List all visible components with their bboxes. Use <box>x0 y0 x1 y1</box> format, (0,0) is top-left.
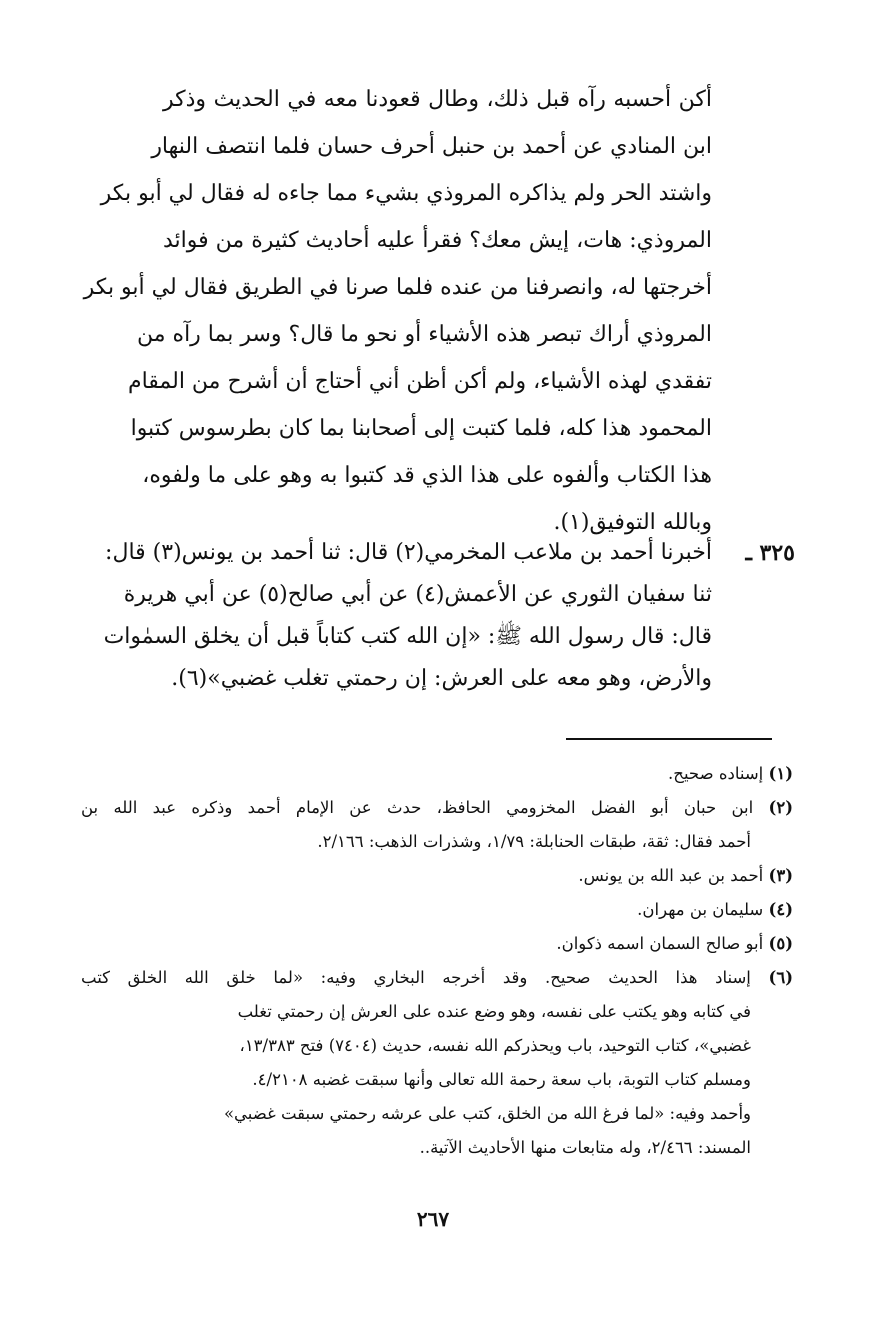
hadith-line: ثنا سفيان الثوري عن الأعمش(٤) عن أبي صالح(٥) عن أبي هريرة <box>123 582 712 607</box>
main-text-line: أخرجتها له، وانصرفنا من عنده فلما صرنا في الطريق فقال لي أبو بكر <box>83 275 712 300</box>
hadith-line: قال: قال رسول الله ﷺ: «إن الله كتب كتاباً قبل أن يخلق السمٰوات <box>103 624 712 649</box>
footnote-text: إسناده صحيح. <box>668 764 764 783</box>
footnote-number: (٢) <box>768 798 793 817</box>
footnote-separator <box>566 738 772 740</box>
footnote-text: إسناد هذا الحديث صحيح. وقد أخرجه البخاري وفيه: «لما خلق الله الخلق كتب <box>81 968 751 987</box>
footnote-number: (١) <box>768 764 793 783</box>
footnote-number: (٤) <box>768 900 793 919</box>
main-text-line: واشتد الحر ولم يذاكره المروذي بشيء مما جاءه له فقال لي أبو بكر <box>100 181 712 206</box>
main-text-line: ابن المنادي عن أحمد بن حنبل أحرف حسان فلما انتصف النهار <box>151 134 712 159</box>
footnote-number: (٥) <box>768 934 793 953</box>
footnote-line: وأحمد وفيه: «لما فرغ الله من الخلق، كتب على عرشه رحمتي سبقت غضبي» <box>223 1104 751 1123</box>
footnote-line: ومسلم كتاب التوبة، باب سعة رحمة الله تعالى وأنها سبقت غضبه ٤/٢١٠٨. <box>252 1070 751 1089</box>
footnote-line <box>81 859 793 893</box>
footnote-text: أحمد بن عبد الله بن يونس. <box>578 866 764 885</box>
footnote-text: ابن حبان أبو الفضل المخزومي الحافظ، حدث عن الإمام أحمد وذكره عبد الله بن <box>81 798 754 817</box>
footnote-line <box>81 961 793 995</box>
main-text-line: المروذي أراك تبصر هذه الأشياء أو نحو ما قال؟ وسر بما رآه من <box>137 322 712 347</box>
main-text-line: تفقدي لهذه الأشياء، ولم أكن أظن أني أحتاج أن أشرح من المقام <box>127 369 712 394</box>
main-text-line: أكن أحسبه رآه قبل ذلك، وطال قعودنا معه في الحديث وذكر <box>163 87 712 112</box>
footnote-line: أحمد فقال: ثقة، طبقات الحنابلة: ١/٧٩، وشذرات الذهب: ٢/١٦٦. <box>317 832 751 851</box>
hadith-text-block <box>103 532 712 700</box>
footnotes-block <box>81 757 793 1165</box>
footnote-line: في كتابه وهو يكتب على نفسه، وهو وضع عنده على العرش إن رحمتي تغلب <box>237 1002 751 1021</box>
main-text-line: المحمود هذا كله، فلما كتبت إلى أصحابنا بما كان بطرسوس كتبوا <box>130 416 712 441</box>
main-text-line: المروذي: هات، إيش معك؟ فقرأ عليه أحاديث كثيرة من فوائد <box>163 228 713 253</box>
hadith-line: والأرض، وهو معه على العرش: إن رحمتي تغلب غضبي»(٦). <box>171 666 712 691</box>
footnote-line <box>81 791 793 825</box>
footnote-text: أبو صالح السمان اسمه ذكوان. <box>556 934 764 953</box>
footnote-line <box>81 757 793 791</box>
main-text-line: وبالله التوفيق(١). <box>553 510 712 535</box>
footnote-number: (٣) <box>768 866 793 885</box>
main-text-block <box>83 76 713 546</box>
footnote-line <box>81 927 793 961</box>
main-text-line: هذا الكتاب وألفوه على هذا الذي قد كتبوا به وهو على ما ولفوه، <box>142 463 712 488</box>
hadith-line: أخبرنا أحمد بن ملاعب المخرمي(٢) قال: ثنا أحمد بن يونس(٣) قال: <box>105 540 712 565</box>
footnote-text: سليمان بن مهران. <box>637 900 764 919</box>
page-number: ٢٦٧ <box>416 1207 450 1231</box>
footnote-line: المسند: ٢/٤٦٦، وله متابعات منها الأحاديث الآتية.. <box>419 1138 751 1157</box>
hadith-number: ٣٢٥ ـ <box>745 540 795 566</box>
footnote-line: غضبي»، كتاب التوحيد، باب ويحذركم الله نفسه، حديث (٧٤٠٤) فتح ١٣/٣٨٣، <box>239 1036 751 1055</box>
footnote-line <box>81 893 793 927</box>
footnote-number: (٦) <box>768 968 794 987</box>
